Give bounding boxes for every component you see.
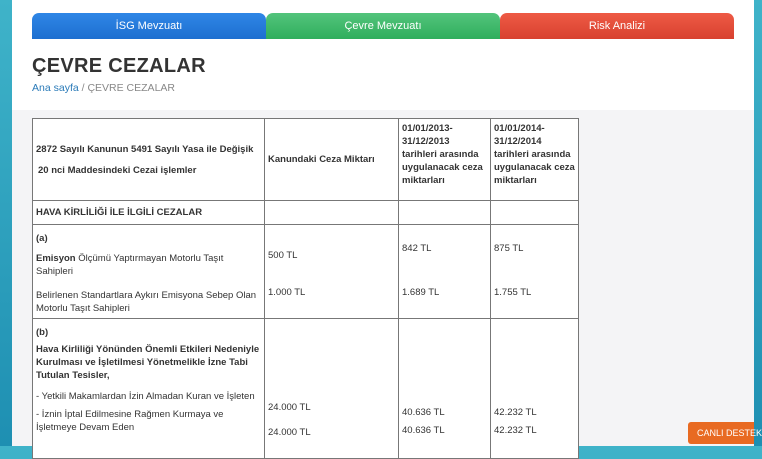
header-cell: Kanundaki Ceza Miktarı <box>265 119 399 201</box>
table-row <box>33 225 579 319</box>
empty-cell <box>265 201 399 225</box>
value-cell <box>265 319 399 459</box>
penalty-table <box>32 118 579 459</box>
table-header-row <box>33 119 579 201</box>
group-b-item2: - İznin İptal Edilmesine Rağmen Kurmaya ve İşletmeye Devam Eden <box>36 409 224 433</box>
page-title: ÇEVRE CEZALAR <box>32 55 206 77</box>
breadcrumb <box>32 82 175 94</box>
tab-bar <box>32 13 734 39</box>
value: 42.232 TL <box>494 425 537 436</box>
group-label: (a) <box>36 233 48 244</box>
empty-cell <box>399 201 491 225</box>
value-cell <box>491 319 579 459</box>
value-cell <box>491 225 579 319</box>
value: 500 TL <box>268 250 298 261</box>
value: 24.000 TL <box>268 427 311 438</box>
header-text: 20 nci Maddesindeki Cezai işlemler <box>38 164 197 176</box>
value: 875 TL <box>494 243 524 254</box>
value: 42.232 TL <box>494 407 537 418</box>
header-cell <box>33 119 265 201</box>
item-text: Ölçümü Yaptırmayan Motorlu Taşıt Sahipleri <box>36 253 224 277</box>
tab-risk-analizi[interactable]: Risk Analizi <box>500 13 734 39</box>
group-label: (b) <box>36 327 49 338</box>
group-a-item2: Belirlenen Standartlara Aykırı Emisyona Sebep Olan Motorlu Taşıt Sahipleri <box>36 290 257 314</box>
content-area <box>12 110 754 446</box>
value: 24.000 TL <box>268 402 311 413</box>
value-cell <box>399 225 491 319</box>
value-cell <box>399 319 491 459</box>
value: 1.755 TL <box>494 287 532 298</box>
table-row <box>33 201 579 225</box>
breadcrumb-separator: / <box>78 82 88 94</box>
table-row <box>33 319 579 459</box>
value: 40.636 TL <box>402 425 445 436</box>
group-b-heading: Hava Kirliliği Yönünden Önemli Etkileri Nedeniyle Kurulması ve İşletilmesi Yönetmelikle İzne Tabi Tutulan Tesisler, <box>36 344 260 381</box>
value: 842 TL <box>402 243 432 254</box>
group-a-cell <box>33 225 265 319</box>
empty-cell <box>491 201 579 225</box>
group-b-cell <box>33 319 265 459</box>
value-cell <box>265 225 399 319</box>
value: 40.636 TL <box>402 407 445 418</box>
header-text: 2872 Sayılı Kanunun 5491 Sayılı Yasa ile Değişik <box>36 143 254 155</box>
group-a-item1 <box>36 252 261 278</box>
tab-isg-mevzuati[interactable]: İSG Mevzuatı <box>32 13 266 39</box>
value: 1.000 TL <box>268 287 306 298</box>
group-b-item1: - Yetkili Makamlardan İzin Almadan Kuran ve İşleten <box>36 391 255 402</box>
value: 1.689 TL <box>402 287 440 298</box>
item-bold: Emisyon <box>36 253 76 264</box>
header-cell: 01/01/2013-31/12/2013 tarihleri arasında uygulanacak ceza miktarları <box>399 119 491 201</box>
breadcrumb-home-link[interactable]: Ana sayfa <box>32 82 79 94</box>
section-heading: HAVA KİRLİLİĞİ İLE İLGİLİ CEZALAR <box>33 201 265 225</box>
live-chat-label: CANLI DESTEK <box>697 428 762 438</box>
live-chat-button[interactable] <box>688 422 762 444</box>
breadcrumb-current: ÇEVRE CEZALAR <box>87 82 175 94</box>
tab-cevre-mevzuati[interactable]: Çevre Mevzuatı <box>266 13 500 39</box>
header-cell: 01/01/2014-31/12/2014 tarihleri arasında uygulanacak ceza miktarları <box>491 119 579 201</box>
page-frame <box>12 0 762 446</box>
